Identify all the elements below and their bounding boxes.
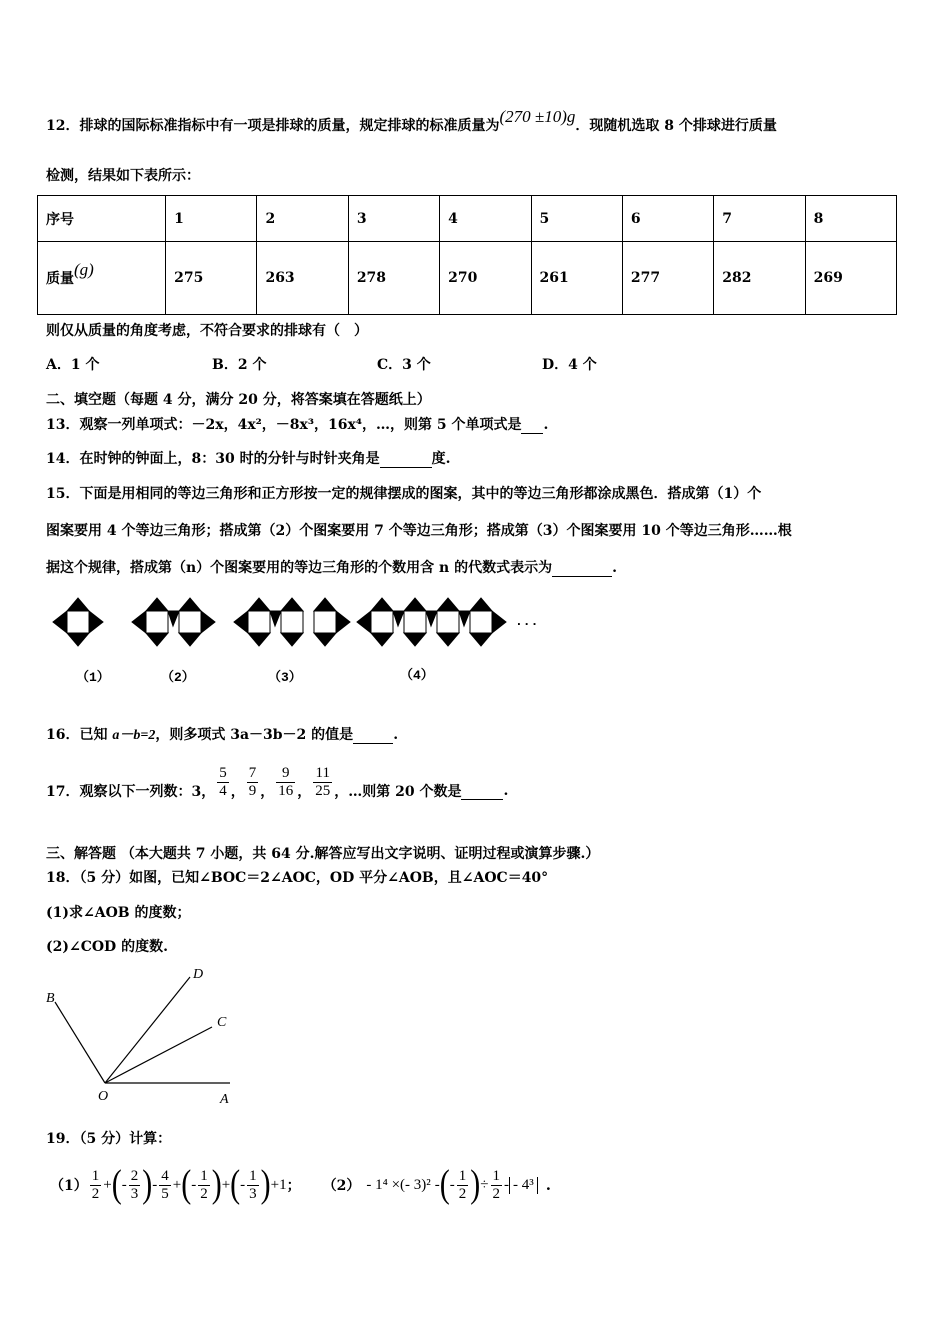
q16-text: 16．已知 [46,727,113,743]
row-label: 质量 [46,271,74,287]
q13-end: . [543,417,549,433]
black-triangle [146,633,168,646]
pattern-caption-3: （3） [268,670,302,685]
answer-blank [552,560,612,577]
black-triangle [248,598,270,611]
black-triangle [470,598,492,611]
table-cell: 278 [348,242,439,315]
q12-line2: 检测，结果如下表所示： [46,168,200,184]
operator: - [504,1176,510,1193]
table-cell: 8 [805,196,896,242]
black-triangle [248,633,270,646]
operator: +1 [270,1176,287,1193]
table-cell: 261 [531,242,622,315]
denominator: 2 [492,1185,501,1202]
table-cell: 270 [440,242,531,315]
q15-text: 据这个规律，搭成第（n）个图案要用的等边三角形的个数用含 n 的代数式表示为 [46,560,553,576]
numerator: 7 [248,764,257,781]
fraction [159,1168,171,1203]
numerator: 2 [130,1167,139,1184]
denominator: 2 [91,1185,100,1202]
q17: 17．观察以下一列数：3， $\frac{5}{4}$ ， $\frac{7}{9}$ ， $\frac{9}{16}$ ， $\frac{11}{25}$ ，…则第 20 个数是 . [46,764,509,800]
option-c: C．3 个 [377,357,431,373]
ray-ob [55,1002,105,1083]
numerator: 9 [276,765,295,783]
section-3-heading: 三、解答题 （本大题共 7 小题，共 64 分.解答应写出文字说明、证明过程或演算步骤.） [46,846,600,862]
q18-part1: (1)求∠AOB 的度数； [46,905,191,921]
black-triangle [357,611,371,633]
q17-text: 17．观察以下一列数：3， [46,784,216,800]
answer-blank [521,417,543,434]
table-cell: 6 [622,196,713,242]
fraction [129,1168,141,1203]
q13-text-post: 则第 5 个单项式是 [403,417,522,433]
black-triangle [426,611,437,626]
pattern-caption-2: （2） [161,670,195,685]
fraction [247,1168,259,1203]
answer-blank [380,451,432,468]
black-triangle [281,598,303,611]
q16-expr: a－b=2 [112,728,156,743]
denominator: 5 [161,1185,169,1202]
period: . [545,1176,552,1194]
q19-part2-expr: - 1⁴ ×(- 3)² [366,1176,431,1193]
section-2-heading: 二、填空题（每题 4 分，满分 20 分，将答案填在答题纸上） [46,392,431,408]
numerator: 1 [249,1167,257,1184]
q15-end: . [612,560,617,576]
q19-part1-label: （1） [50,1178,88,1194]
black-triangle [179,633,201,646]
option-b: B．2 个 [212,357,267,373]
operator: + [221,1176,231,1193]
black-triangle [201,611,215,633]
q13 [46,414,548,434]
label-b: B [46,991,55,1006]
q15-line3 [46,557,617,577]
operator: - [152,1176,158,1193]
black-triangle [132,611,146,633]
operator: - [449,1176,455,1193]
black-triangle [179,598,201,611]
fraction [247,765,259,800]
q16-text-mid: ，则多项式 3a－3b－2 的值是 [155,727,354,743]
pattern-square [248,611,270,633]
q13-text: 13．观察一列单项式： [46,417,192,433]
numerator: 5 [219,764,227,781]
black-triangle [371,598,393,611]
pattern-square [371,611,393,633]
q16-end: . [393,727,399,743]
pattern-1 [53,598,103,646]
triangle-pattern-figure [48,596,538,658]
fraction [457,1168,469,1203]
absolute-value: - 4³ [509,1177,538,1194]
q15-line1: 15．下面是用相同的等边三角形和正方形按一定的规律摆成的图案，其中的等边三角形都涂成黑色．搭成第（1）个 [46,486,762,502]
q15-line2: 图案要用 4 个等边三角形；搭成第（2）个图案要用 7 个等边三角形；搭成第（3）个图案要用 10 个等边三角形……根 [46,523,792,539]
table-cell: 5 [531,196,622,242]
table-cell: 282 [714,242,805,315]
label-o: O [98,1089,109,1104]
fraction [198,1168,210,1203]
answer-blank [461,783,503,800]
pattern-square [281,611,303,633]
table-cell: 3 [348,196,439,242]
black-triangle [281,633,303,646]
q13-terms: －2x，4x²，－8x³，16x⁴，…， [191,417,404,433]
denominator: 3 [249,1185,257,1202]
black-triangle [470,633,492,646]
black-triangle [270,611,281,626]
q12-formula: (270 ±10)g [499,107,576,126]
black-triangle [437,598,459,611]
pattern-caption-1: （1） [76,670,110,685]
q17-end: . [503,783,509,799]
q12-table [37,195,897,315]
pattern-square [179,611,201,633]
q12-text: 12．排球的国际标准指标中有一项是排球的质量，规定排球的标准质量为 [46,118,500,134]
label-c: C [217,1015,227,1030]
denominator: 2 [458,1185,467,1202]
table-row [38,242,897,315]
q19-part2-label: （2） [322,1178,361,1194]
row-unit: (g) [74,260,94,279]
denominator: 2 [200,1185,208,1202]
black-triangle [393,611,404,626]
fraction [313,765,332,800]
pattern-3 [234,598,350,646]
table-cell: 4 [440,196,531,242]
pattern-square [314,611,336,633]
black-triangle [314,598,336,611]
q16 [46,724,398,744]
table-cell: 7 [714,196,805,242]
black-triangle [492,611,506,633]
black-triangle [459,611,470,626]
table-cell: 263 [257,242,348,315]
black-triangle [314,633,336,646]
operator: + [103,1176,112,1193]
black-triangle [404,633,426,646]
numerator: 1 [200,1167,208,1184]
q17-text-post: ，…则第 20 个数是 [334,784,462,800]
black-triangle [168,611,179,626]
option-a: A．1 个 [46,357,100,373]
angle-figure [40,962,250,1107]
fraction [90,1168,102,1203]
q18-stem: 18．（5 分）如图，已知∠BOC＝2∠AOC，OD 平分∠AOB，且∠AOC＝40° [46,870,549,886]
pattern-2 [132,598,215,646]
q12-text-end: ．现随机选取 8 个排球进行质量 [575,118,777,134]
table-cell: 序号 [38,196,166,242]
black-triangle [437,633,459,646]
ray-oc [105,1027,212,1083]
label-d: D [193,967,204,982]
q12-question: 则仅从质量的角度考虑，不符合要求的排球有（ ） [46,323,368,339]
fraction [217,765,229,800]
q12-line1 [46,107,777,135]
q14 [46,448,450,468]
q19-expressions: （1） $\frac{1}{2}$ + ( - $\frac{2}{3}$ ) - $\frac{4}{5}$ + ( - $\frac{1}{2}$ ) + ( - $\frac{1}{3}$ ) +1 ； （2） - 1⁴ ×(- 3)² - ( - $\frac{1}{2}$ ) ÷ $\frac{1}{2}$ - - 4³ . [50,1162,552,1206]
operator: - [434,1176,440,1193]
black-triangle [404,598,426,611]
pattern-square [67,611,89,633]
ray-od [105,977,190,1083]
pattern-4 [357,598,506,646]
operator: ÷ [480,1176,489,1193]
fraction [276,765,295,800]
answer-blank [353,727,393,744]
black-triangle [234,611,248,633]
pattern-square [404,611,426,633]
pattern-square [470,611,492,633]
q18-part2: (2)∠COD 的度数. [46,939,168,955]
numerator: 1 [492,1167,501,1184]
denominator: 3 [130,1185,139,1202]
denominator: 4 [219,782,227,799]
option-d: D．4 个 [542,357,597,373]
denominator: 9 [248,782,257,799]
numerator: 1 [458,1167,467,1184]
numerator: 11 [313,765,332,783]
pattern-caption-4: （4） [400,668,434,683]
separator: ； [286,1178,301,1194]
black-triangle [67,598,89,611]
black-triangle [53,611,67,633]
label-a: A [220,1092,229,1107]
black-triangle [146,598,168,611]
pattern-ellipsis: ... [515,614,539,629]
denominator: 16 [278,782,294,799]
operator: - [240,1176,246,1193]
pattern-square [146,611,168,633]
black-triangle [89,611,103,633]
q19-stem: 19．（5 分）计算： [46,1131,172,1147]
q14-text-post: 度. [431,451,451,467]
table-header-row [38,196,897,242]
black-triangle [67,633,89,646]
fraction [491,1168,503,1203]
pattern-square [437,611,459,633]
table-cell: 2 [257,196,348,242]
q14-text: 14．在时钟的钟面上，8：30 时的分针与时针夹角是 [46,451,380,467]
numerator: 1 [91,1167,100,1184]
denominator: 25 [315,782,331,799]
table-cell [38,242,166,315]
table-cell: 275 [166,242,257,315]
operator: + [172,1176,182,1193]
table-cell: 269 [805,242,896,315]
table-cell: 277 [622,242,713,315]
numerator: 4 [161,1167,169,1184]
operator: - [121,1176,127,1193]
black-triangle [336,611,350,633]
table-cell: 1 [166,196,257,242]
operator: - [191,1176,197,1193]
black-triangle [371,633,393,646]
